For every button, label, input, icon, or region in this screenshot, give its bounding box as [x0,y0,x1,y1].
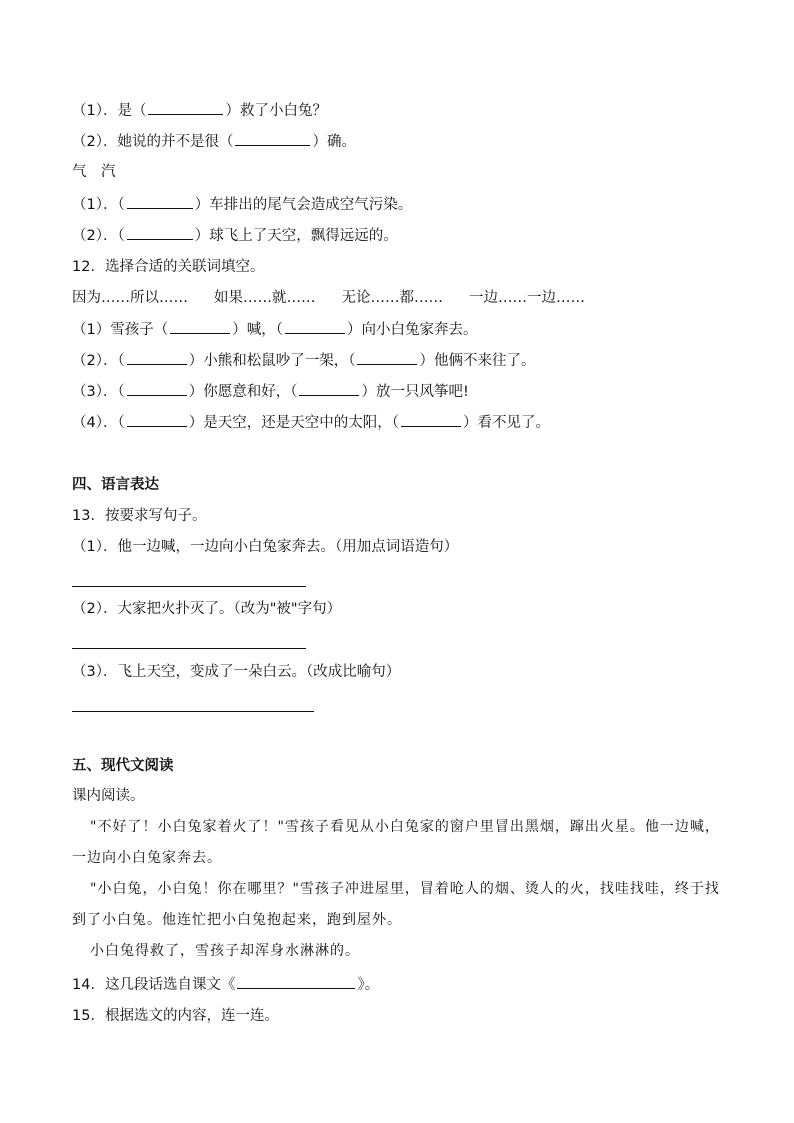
question-14 [72,973,379,995]
item-number: （1）． [72,103,118,119]
item-text: ）救了小白兔？ [225,103,327,119]
answer-blank[interactable] [148,99,223,115]
section-4-title: 四、语言表达 [72,477,159,493]
item-number: （3）． [72,384,118,400]
question-15: 15．根据选文的内容，连一连。 [72,1008,279,1024]
option: 无论……都…… [341,290,443,306]
item-number: （2）． [72,353,118,369]
answer-blank[interactable] [357,349,417,365]
answer-blank[interactable] [127,224,193,240]
reading-paragraph-1: "不好了！小白兔家着火了！"雪孩子看见从小白兔家的窗户里冒出黑烟，蹿出火星。他一边喊，一边向小白兔家奔去。 [72,819,720,866]
item-text: ）是天空，还是天空中的太阳，（ [188,415,399,431]
item-text: 雪孩子（ [110,322,169,338]
question-item-2 [72,130,356,152]
question-item-1 [72,99,327,121]
item-text: 是（ [117,103,147,119]
item-number: （2）． [72,228,118,244]
item-text: 》。 [357,977,380,993]
rewrite-prompt-3: （3）．飞上天空，变成了一朵白云。（改成比喻句） [72,664,401,680]
question-item-1 [72,318,477,340]
rewrite-prompt-1: （1）．他一边喊，一边向小白兔家奔去。（用加点词语造句） [72,539,459,555]
item-text: ）车排出的尾气会造成空气污染。 [194,197,413,213]
question-item-3 [72,380,469,402]
question-item-2 [72,224,398,246]
item-text: （ [117,228,125,244]
item-text: ）看不见了。 [462,415,550,431]
reading-paragraph-2: "小白兔，小白兔！你在哪里？"雪孩子冲进屋里，冒着呛人的烟、烫人的火，找哇找哇，终于找到了小白兔。他连忙把小白兔抱起来，跑到屋外。 [72,881,720,928]
answer-blank[interactable] [127,380,187,396]
question-13-title: 13．按要求写句子。 [72,508,207,524]
question-item-4 [72,411,550,433]
question-12-title: 12．选择合适的关联词填空。 [72,259,265,275]
item-text: ）确。 [312,134,356,150]
rewrite-prompt-2: （2）．大家把火扑灭了。（改为"被"字句） [72,601,342,617]
item-number: （2）． [72,134,118,150]
question-item-1 [72,193,412,215]
answer-blank[interactable] [237,973,355,989]
char-pair-label: 气 汽 [72,164,116,180]
item-text: （ [117,353,125,369]
item-number: （1）． [72,197,118,213]
question-item-2 [72,349,535,371]
item-text: （ [117,415,125,431]
item-text: （ [117,197,125,213]
reading-intro: 课内阅读。 [72,788,145,804]
reading-paragraph-3: 小白兔得救了，雪孩子却浑身水淋淋的。 [90,943,360,959]
item-text: ）小熊和松鼠吵了一架，（ [188,353,356,369]
conjunction-options [72,287,585,309]
answer-line[interactable] [72,648,306,649]
answer-line[interactable] [72,586,306,587]
item-text: ）他俩不来往了。 [419,353,536,369]
answer-blank[interactable] [127,349,187,365]
item-text: ）你愿意和好，（ [188,384,298,400]
item-text: ）喊，（ [232,322,283,338]
answer-blank[interactable] [235,130,310,146]
answer-blank[interactable] [127,193,193,209]
answer-line[interactable] [72,711,314,712]
item-text: 14．这几段话选自课文《 [72,977,236,993]
item-text: ）放一只风筝吧! [361,384,469,400]
option: 因为……所以…… [72,290,188,306]
item-number: （4）． [72,415,118,431]
item-text: 她说的并不是很（ [117,134,234,150]
answer-blank[interactable] [127,411,187,427]
answer-blank[interactable] [285,318,345,334]
item-number: （1） [72,322,111,338]
answer-blank[interactable] [299,380,359,396]
answer-blank[interactable] [170,318,230,334]
item-text: ）球飞上了天空，飘得远远的。 [194,228,398,244]
section-5-title: 五、现代文阅读 [72,758,174,774]
answer-blank[interactable] [401,411,461,427]
option: 如果……就…… [214,290,316,306]
item-text: （ [117,384,125,400]
option: 一边……一边…… [469,290,585,306]
item-text: ）向小白兔家奔去。 [346,322,478,338]
